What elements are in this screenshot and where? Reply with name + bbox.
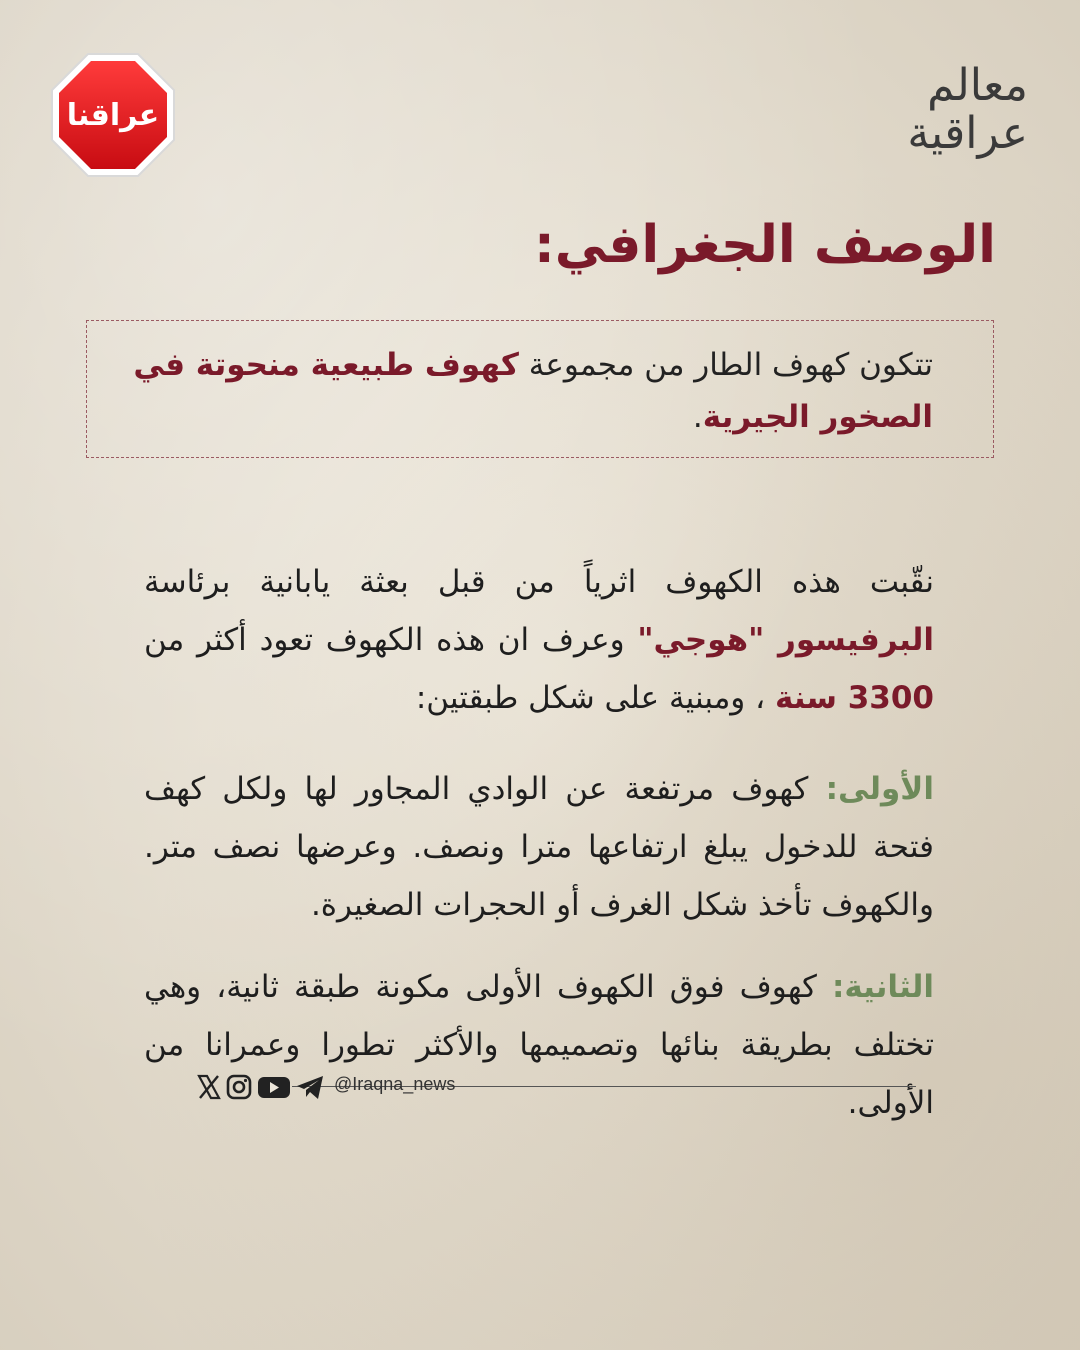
instagram-icon[interactable] [224, 1072, 254, 1102]
summary-end: . [692, 399, 703, 435]
series-title [828, 62, 1028, 158]
p1-text3: ، ومبنية على شكل طبقتين: [415, 680, 775, 716]
youtube-icon[interactable] [256, 1072, 292, 1102]
social-handle[interactable]: @Iraqna_news [334, 1074, 456, 1094]
p1-text1: نقّبت هذه الكهوف اثرياً من قبل بعثة يابانية برئاسة [144, 564, 934, 600]
summary-box [86, 320, 994, 458]
series-title-line1: معالم [927, 60, 1028, 111]
paragraph-second-layer [144, 958, 934, 1132]
logo-text: عراقنا [66, 97, 160, 133]
telegram-icon[interactable] [294, 1072, 326, 1102]
p3-label: الثانية: [831, 969, 934, 1005]
summary-part1: تتكون كهوف الطار من مجموعة [518, 347, 933, 383]
p2-text: كهوف مرتفعة عن الوادي المجاور لها ولكل كهف فتحة للدخول يبلغ ارتفاعها مترا ونصف. وعرضها نصف متر. والكهوف تأخذ شكل الغرف أو الحجرات الصغيرة. [144, 771, 934, 923]
page-heading: الوصف الجغرافي: [533, 215, 996, 275]
paragraph-excavation [144, 553, 934, 727]
brand-logo [50, 52, 176, 178]
paragraph-first-layer [144, 760, 934, 934]
p1-text2: وعرف ان هذه الكهوف تعود أكثر من [144, 622, 638, 658]
p3-text: كهوف فوق الكهوف الأولى مكونة طبقة ثانية، وهي تختلف بطريقة بنائها وتصميمها والأكثر تطورا وعمرانا من الأولى. [144, 969, 934, 1121]
p1-years: 3300 سنة [774, 680, 934, 716]
series-title-line2: عراقية [907, 108, 1028, 159]
p2-label: الأولى: [825, 771, 934, 807]
p1-name: البرفيسور "هوجي" [637, 622, 934, 658]
summary-text [133, 339, 933, 443]
x-icon[interactable] [194, 1072, 224, 1102]
summary-highlight: كهوف طبيعية منحوتة في الصخور الجيرية [133, 347, 933, 435]
